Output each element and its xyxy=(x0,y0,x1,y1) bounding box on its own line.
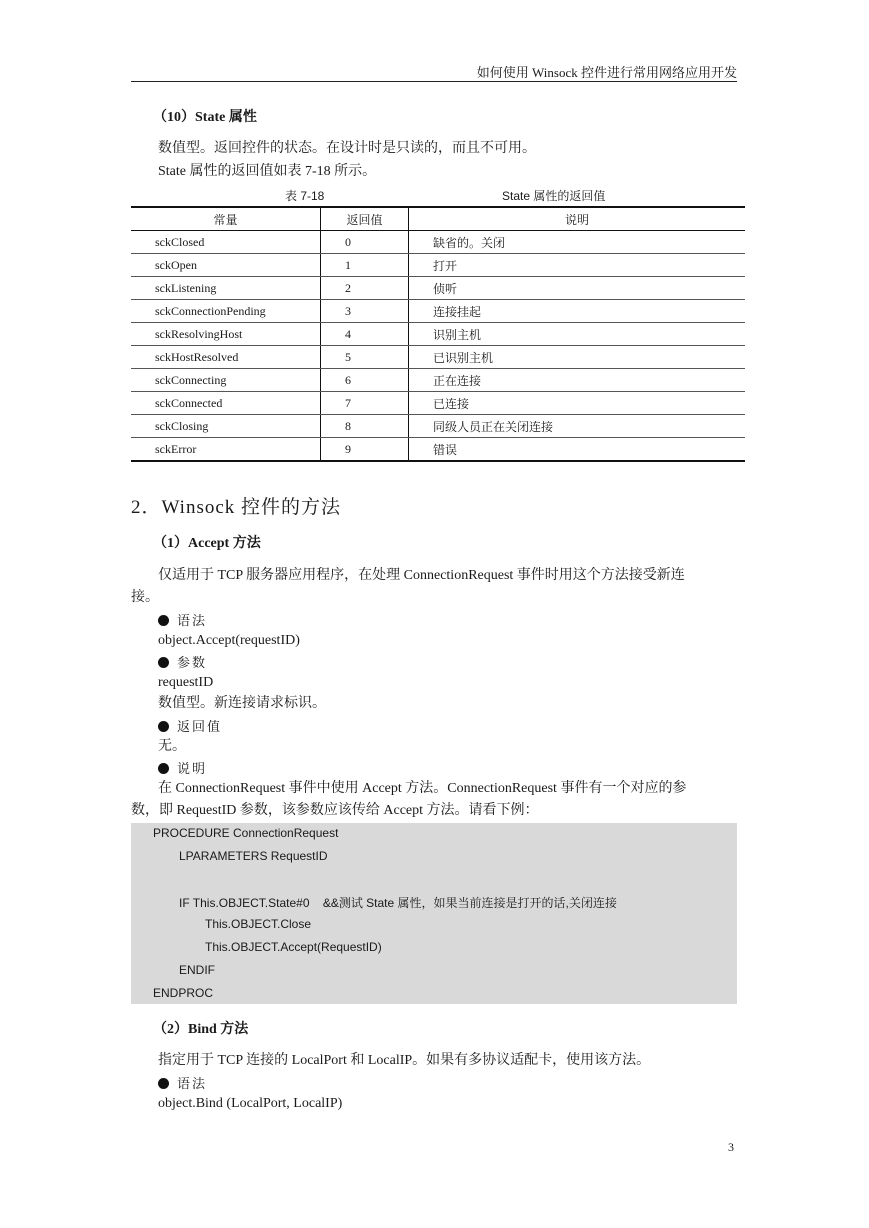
cell-value: 4 xyxy=(321,323,409,346)
header-rule xyxy=(131,81,737,82)
accept-return-value: 无。 xyxy=(158,739,186,754)
table-row xyxy=(131,254,745,277)
cell-description: 侦听 xyxy=(409,277,746,300)
cell-value: 3 xyxy=(321,300,409,323)
cell-value: 5 xyxy=(321,346,409,369)
state-para-1: 数值型。返回控件的状态。在设计时是只读的，而且不可用。 xyxy=(158,141,536,156)
cell-description: 正在连接 xyxy=(409,369,746,392)
bullet-icon xyxy=(158,763,169,774)
accept-return-bullet xyxy=(158,716,222,735)
cell-value: 2 xyxy=(321,277,409,300)
cell-constant: sckListening xyxy=(131,277,321,300)
column-header-description: 说明 xyxy=(409,207,746,231)
table-row xyxy=(131,415,745,438)
cell-description: 识别主机 xyxy=(409,323,746,346)
accept-remarks-line-2: 数，即 RequestID 参数，该参数应该传给 Accept 方法。请看下例： xyxy=(131,803,539,818)
column-header-constant: 常量 xyxy=(131,207,321,231)
cell-constant: sckResolvingHost xyxy=(131,323,321,346)
cell-description: 连接挂起 xyxy=(409,300,746,323)
table-row xyxy=(131,277,745,300)
cell-value: 8 xyxy=(321,415,409,438)
table-row xyxy=(131,369,745,392)
table-header-row xyxy=(131,207,745,231)
cell-description: 打开 xyxy=(409,254,746,277)
state-heading: （10）State 属性 xyxy=(153,110,257,125)
code-example xyxy=(131,823,737,1004)
bullet-icon xyxy=(158,721,169,732)
accept-syntax: object.Accept(requestID) xyxy=(158,633,300,648)
accept-return-label: 返回值 xyxy=(177,719,223,734)
cell-constant: sckClosing xyxy=(131,415,321,438)
cell-value: 9 xyxy=(321,438,409,462)
methods-heading: 2．Winsock 控件的方法 xyxy=(131,497,342,518)
accept-remarks-line-1: 在 ConnectionRequest 事件中使用 Accept 方法。ConnectionRequest 事件有一个对应的参 xyxy=(158,781,687,796)
bind-syntax-label: 语法 xyxy=(177,1076,208,1091)
table-row xyxy=(131,323,745,346)
cell-value: 1 xyxy=(321,254,409,277)
state-para-2: State 属性的返回值如表 7-18 所示。 xyxy=(158,164,377,179)
bind-syntax-bullet xyxy=(158,1073,207,1092)
accept-remarks-bullet xyxy=(158,758,207,777)
cell-description: 已连接 xyxy=(409,392,746,415)
accept-heading: （1）Accept 方法 xyxy=(153,536,261,551)
table-row xyxy=(131,300,745,323)
accept-syntax-label: 语法 xyxy=(177,613,208,628)
accept-remarks-label: 说明 xyxy=(177,761,208,776)
table-row xyxy=(131,438,745,462)
table-row xyxy=(131,231,745,254)
table-label: 表 7-18 xyxy=(285,189,325,203)
bind-heading: （2）Bind 方法 xyxy=(153,1022,249,1037)
accept-param-desc: 数值型。新连接请求标识。 xyxy=(158,696,326,711)
state-return-values-table xyxy=(131,206,745,462)
cell-value: 0 xyxy=(321,231,409,254)
bullet-icon xyxy=(158,1078,169,1089)
cell-constant: sckConnecting xyxy=(131,369,321,392)
cell-constant: sckError xyxy=(131,438,321,462)
code-line: ENDPROC xyxy=(153,986,214,1000)
accept-syntax-bullet xyxy=(158,610,207,629)
cell-value: 7 xyxy=(321,392,409,415)
cell-description: 缺省的。关闭 xyxy=(409,231,746,254)
cell-description: 错误 xyxy=(409,438,746,462)
bind-desc: 指定用于 TCP 连接的 LocalPort 和 LocalIP。如果有多协议适配卡，使用该方法。 xyxy=(158,1053,651,1068)
cell-constant: sckHostResolved xyxy=(131,346,321,369)
bind-syntax: object.Bind (LocalPort, LocalIP) xyxy=(158,1096,343,1111)
code-line: IF This.OBJECT.State#0 &&测试 State 属性，如果当前连接是打开的话,关闭连接 xyxy=(179,896,617,910)
code-line: This.OBJECT.Close xyxy=(205,917,312,931)
column-header-return-value: 返回值 xyxy=(321,207,409,231)
accept-desc-line-2: 接。 xyxy=(131,590,159,605)
cell-constant: sckOpen xyxy=(131,254,321,277)
cell-constant: sckClosed xyxy=(131,231,321,254)
bullet-icon xyxy=(158,657,169,668)
bullet-icon xyxy=(158,615,169,626)
code-line: LPARAMETERS RequestID xyxy=(179,849,328,863)
code-line: This.OBJECT.Accept(RequestID) xyxy=(205,940,382,954)
cell-description: 同级人员正在关闭连接 xyxy=(409,415,746,438)
page-number: 3 xyxy=(728,1140,734,1154)
accept-param-name: requestID xyxy=(158,675,214,690)
code-line: ENDIF xyxy=(179,963,215,977)
cell-description: 已识别主机 xyxy=(409,346,746,369)
code-line: PROCEDURE ConnectionRequest xyxy=(153,826,339,840)
table-row xyxy=(131,346,745,369)
cell-constant: sckConnected xyxy=(131,392,321,415)
accept-params-label: 参数 xyxy=(177,655,208,670)
running-header: 如何使用 Winsock 控件进行常用网络应用开发 xyxy=(476,65,737,80)
table-title: State 属性的返回值 xyxy=(502,189,606,203)
cell-constant: sckConnectionPending xyxy=(131,300,321,323)
table-row xyxy=(131,392,745,415)
accept-params-bullet xyxy=(158,652,207,671)
cell-value: 6 xyxy=(321,369,409,392)
accept-desc-line-1: 仅适用于 TCP 服务器应用程序，在处理 ConnectionRequest 事件时用这个方法接受新连 xyxy=(158,568,685,583)
